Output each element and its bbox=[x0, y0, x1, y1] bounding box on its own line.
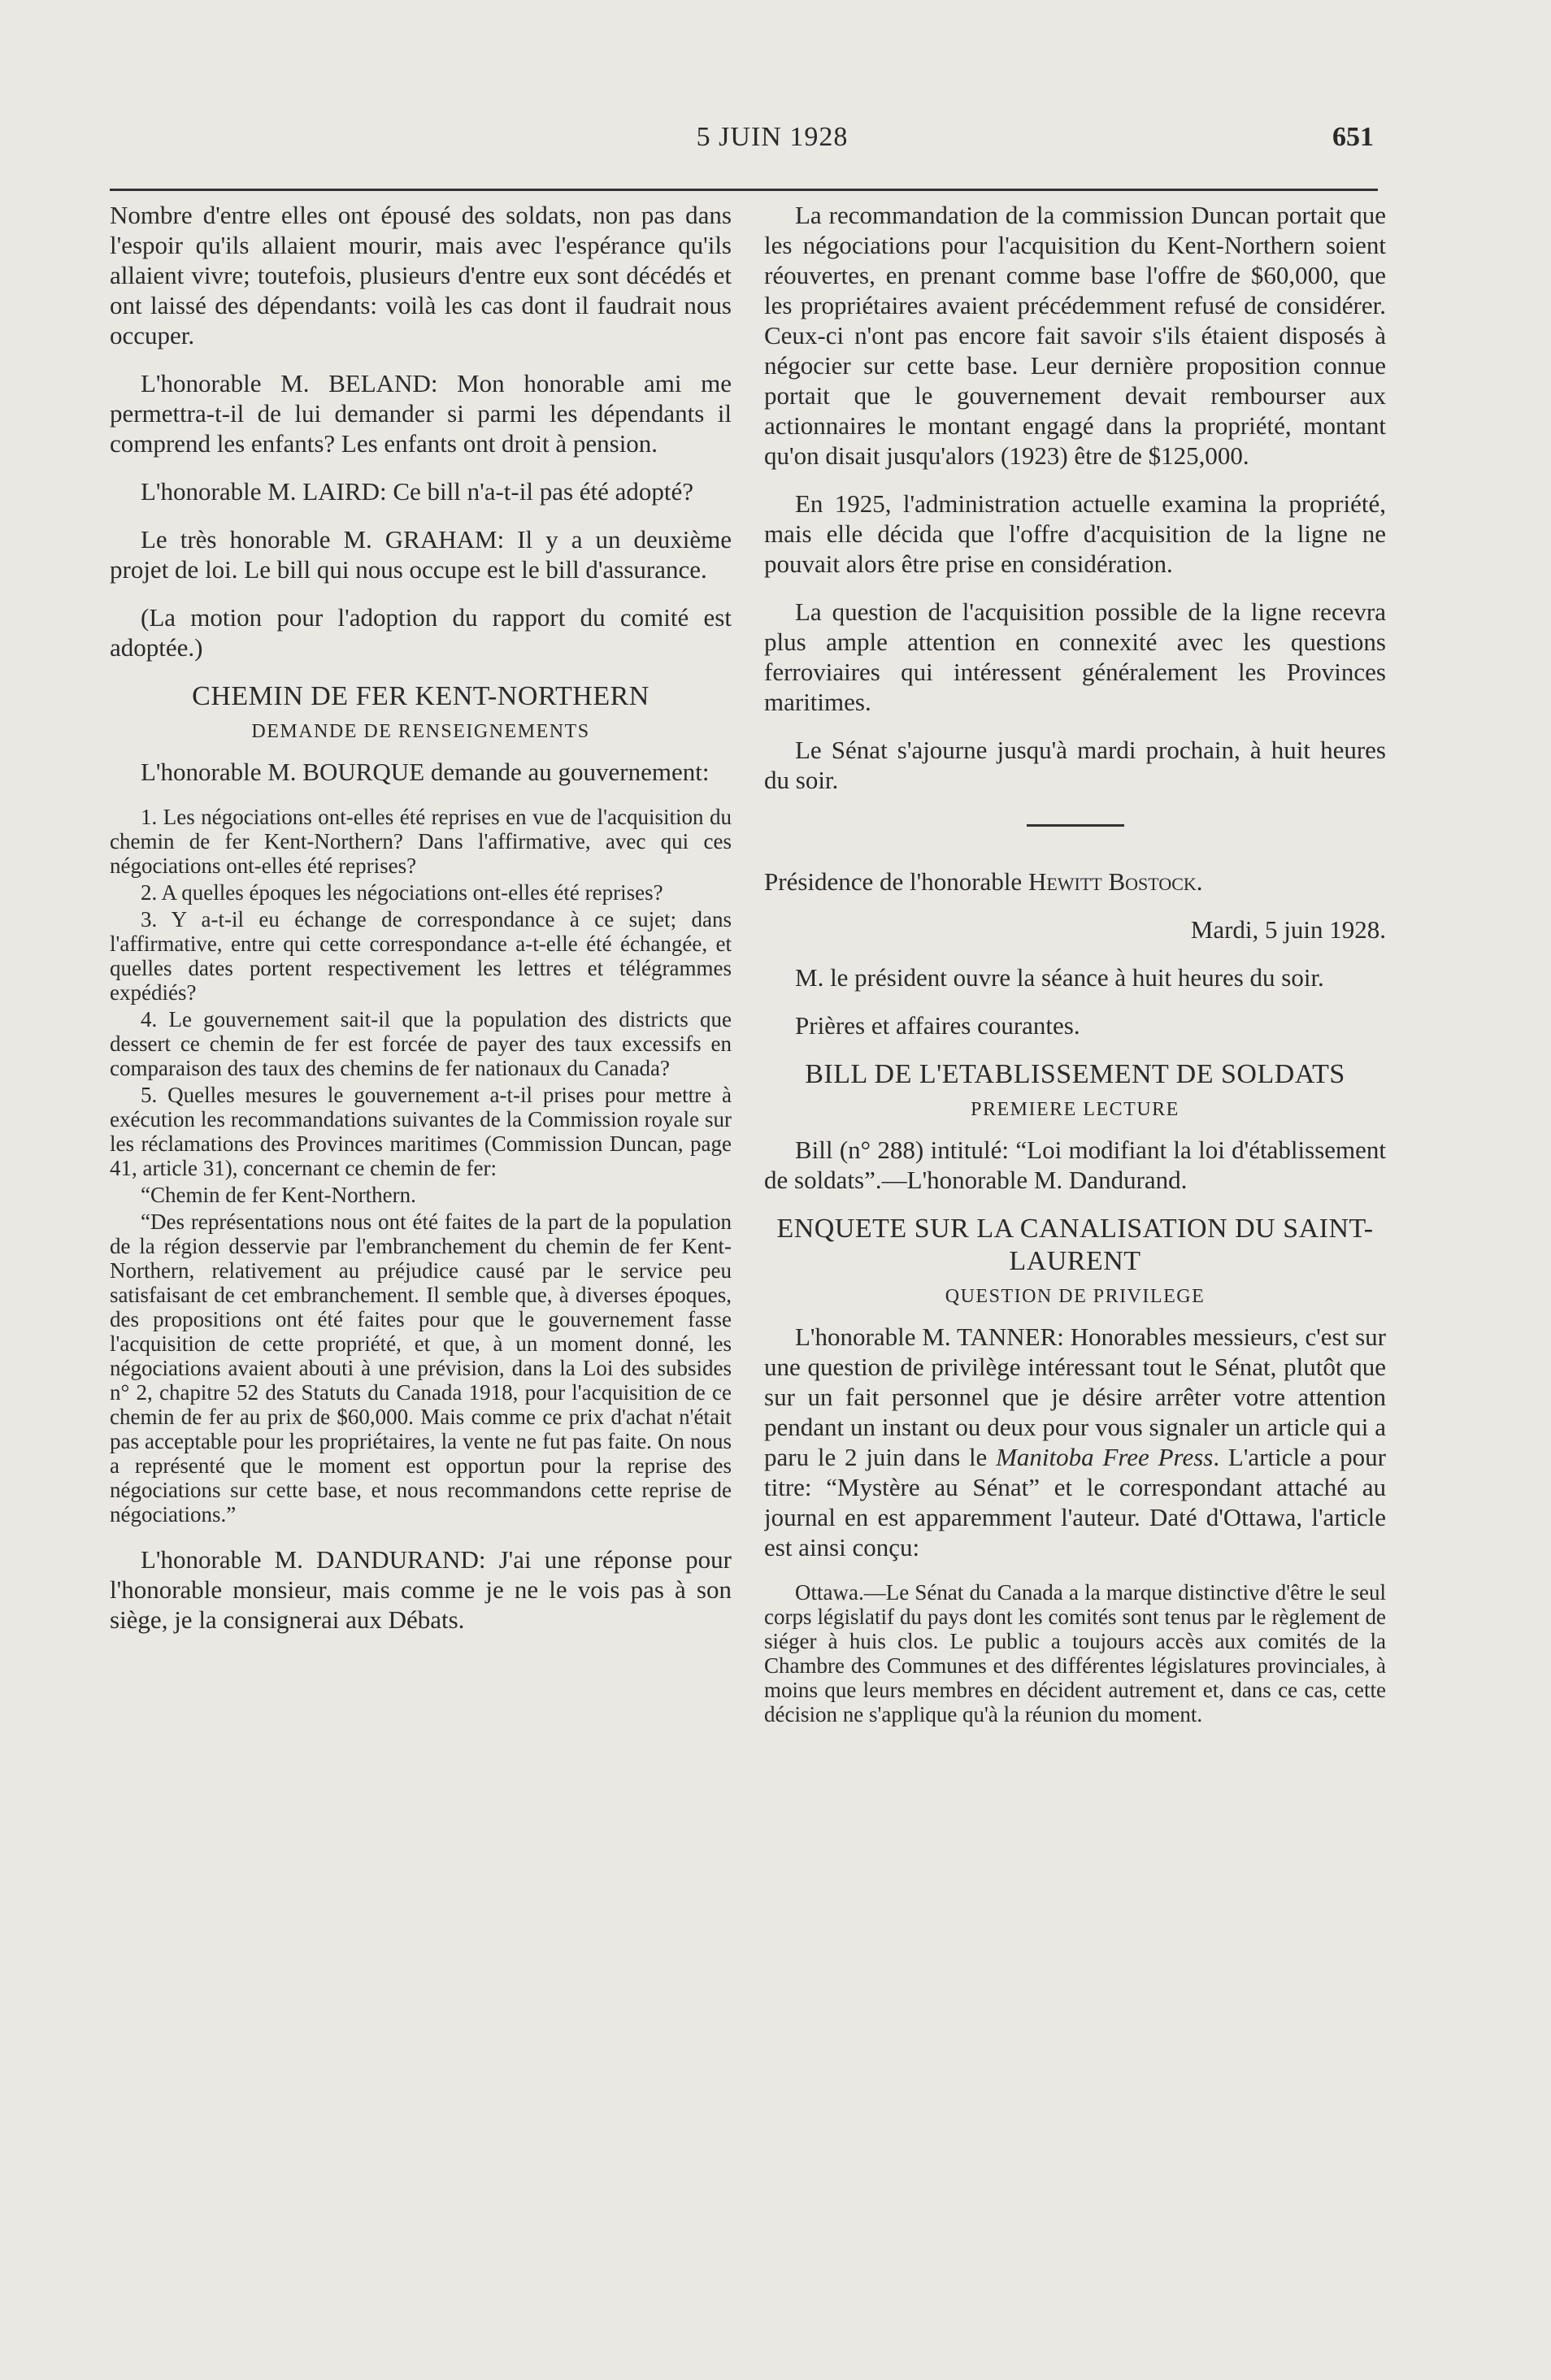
paragraph: L'honorable M. BELAND: Mon honorable ami me permettra-t-il de lui demander si parmi les dépendants il comprend les enfants? Les enfants ont droit à pension. bbox=[110, 369, 732, 458]
paragraph: Le Sénat s'ajourne jusqu'à mardi prochain, à huit heures du soir. bbox=[764, 736, 1386, 794]
paragraph: M. le président ouvre la séance à huit heures du soir. bbox=[795, 963, 1324, 992]
sitting-date: Mardi, 5 juin 1928. bbox=[1190, 915, 1386, 944]
quote-text: Ottawa.—Le Sénat du Canada a la marque distinctive d'être le seul corps législatif du pays dont les comités sont tenus par le règlement de siéger à huis clos. Le public a toujours accès aux comités de la Chambre des Communes et des différentes législatures provinciales, à moins que leurs membres en décident autrement et, dans ce cas, cette décision ne s'applique qu'à la réunion du moment. bbox=[764, 1580, 1386, 1726]
page-date: 5 JUIN 1928 bbox=[696, 122, 849, 152]
right-column bbox=[764, 200, 1386, 2346]
paragraph: Le très honorable M. GRAHAM: Il y a un deuxième projet de loi. Le bill qui nous occupe est le bill d'assurance. bbox=[110, 525, 732, 584]
paragraph: La recommandation de la commission Duncan portait que les négociations pour l'acquisition du Kent-Northern soient réouvertes, en prenant comme base l'offre de $60,000, que les propriétaires avaient précédemment refusé de considérer. Ceux-ci n'ont pas encore fait savoir s'ils étaient disposés à négocier sur cette base. Leur dernière proposition connue portait que le gouvernement devait rembourser aux actionnaires le montant engagé dans la propriété, montant qu'on disait jusqu'alors (1923) être de $125,000. bbox=[764, 201, 1386, 470]
presidence-prefix: Présidence de l'honorable bbox=[764, 867, 1028, 896]
question-item: 3. Y a-t-il eu échange de correspondance à ce sujet; dans l'affirmative, entre qui cette correspondance a-t-elle été échangée, et quelles dates portent respectivement les lettres et télégrammes expédiés? bbox=[110, 907, 732, 1005]
paragraph: L'honorable M. BOURQUE demande au gouvernement: bbox=[141, 758, 710, 786]
section-subheading: DEMANDE DE RENSEIGNEMENTS bbox=[251, 721, 590, 742]
paragraph: (La motion pour l'adoption du rapport du comité est adoptée.) bbox=[110, 603, 732, 662]
paragraph: La question de l'acquisition possible de la ligne recevra plus ample attention en connexité avec les questions ferroviaires qui intéressent généralement les Provinces maritimes. bbox=[764, 597, 1386, 716]
section-separator bbox=[764, 816, 1386, 831]
section-subheading: PREMIERE LECTURE bbox=[971, 1099, 1180, 1120]
paragraph: L'honorable M. LAIRD: Ce bill n'a-t-il pas été adopté? bbox=[141, 477, 694, 506]
question-item: 5. Quelles mesures le gouvernement a-t-il prises pour mettre à exécution les recommandations suivantes de la Commission royale sur les réclamations des Provinces maritimes (Commission Duncan, page 41, article 31), concernant ce chemin de fer: bbox=[110, 1083, 732, 1180]
text-run: L'honorable M. TANNER: Honorables messieurs, c'est sur une question de privilège intéressant tout le Sénat, plutôt que sur un fait personnel que je désire arrêter votre attention pendant un instant ou deux pour vous signaler un article qui a paru le 2 juin dans le bbox=[764, 1322, 1386, 1471]
section-heading: BILL DE L'ETABLISSEMENT DE SOLDATS bbox=[805, 1059, 1345, 1089]
page-number: 651 bbox=[1332, 122, 1374, 152]
paragraph: Prières et affaires courantes. bbox=[795, 1011, 1080, 1040]
left-column bbox=[110, 200, 732, 2346]
header-rule bbox=[110, 189, 1378, 191]
section-heading: ENQUETE SUR LA CANALISATION DU SAINT-LAURENT bbox=[776, 1214, 1374, 1276]
paragraph: Bill (n° 288) intitulé: “Loi modifiant la loi d'établissement de soldats”.—L'honorable M. Dandurand. bbox=[764, 1136, 1386, 1194]
quote-title: “Chemin de fer Kent-Northern. bbox=[141, 1183, 416, 1207]
newspaper-title: Manitoba Free Press bbox=[996, 1443, 1214, 1471]
paragraph: L'honorable M. DANDURAND: J'ai une réponse pour l'honorable monsieur, mais comme je ne le vois pas à son siège, je la consignerai aux Débats. bbox=[110, 1545, 732, 1634]
paragraph: En 1925, l'administration actuelle examina la propriété, mais elle décida que l'offre d'acquisition de la ligne ne pouvait alors être prise en considération. bbox=[764, 489, 1386, 578]
question-item: 2. A quelles époques les négociations ont-elles été reprises? bbox=[141, 880, 663, 905]
paragraph: Nombre d'entre elles ont épousé des soldats, non pas dans l'espoir qu'ils allaient mourir, mais avec l'espérance qu'ils allaient vivre; toutefois, plusieurs d'entre eux sont décédés et ont laissé des dépendants: voilà les cas dont il faudrait nous occuper. bbox=[110, 201, 732, 350]
presidence-name: Hewitt Bostock. bbox=[1027, 867, 1203, 896]
question-item: 4. Le gouvernement sait-il que la population des districts que dessert ce chemin de fer est forcée de payer des taux excessifs en comparaison des taux des chemins de fer nationaux du Canada? bbox=[110, 1007, 732, 1080]
text-run: . L'article a pour titre: “Mystère au Sénat” et le correspondant attaché au journal en est apparemment l'auteur. Daté d'Ottawa, l'article est ainsi conçu: bbox=[764, 1443, 1386, 1561]
quote-text: “Des représentations nous ont été faites de la part de la population de la région desservie par l'embranchement du chemin de fer Kent-Northern, relativement au préjudice causé par le service peu satisfaisant de cet embranchement. Il semble que, à diverses époques, des propositions ont été faites pour que le gouvernement fasse l'acquisition de cette propriété, et que, à un moment donné, les négociations avaient abouti à une prévision, dans la Loi des subsides n° 2, chapitre 52 des Statuts du Canada 1918, pour l'acquisition de ce chemin de fer au prix de $60,000. Mais comme ce prix d'achat n'était pas acceptable pour les propriétaires, la vente ne fut pas faite. On nous a représenté que le moment est opportun pour la reprise des négociations sur cette base, et nous recommandons cette reprise de négociations.” bbox=[110, 1210, 732, 1527]
section-heading: CHEMIN DE FER KENT-NORTHERN bbox=[192, 681, 650, 711]
paragraph bbox=[764, 1322, 1386, 1562]
presidence-line bbox=[764, 866, 1386, 897]
section-subheading: QUESTION DE PRIVILEGE bbox=[945, 1286, 1206, 1307]
page-header bbox=[0, 114, 1551, 163]
question-item: 1. Les négociations ont-elles été reprises en vue de l'acquisition du chemin de fer Kent-Northern? Dans l'affirmative, avec qui ces négociations ont-elles été reprises? bbox=[110, 805, 732, 878]
